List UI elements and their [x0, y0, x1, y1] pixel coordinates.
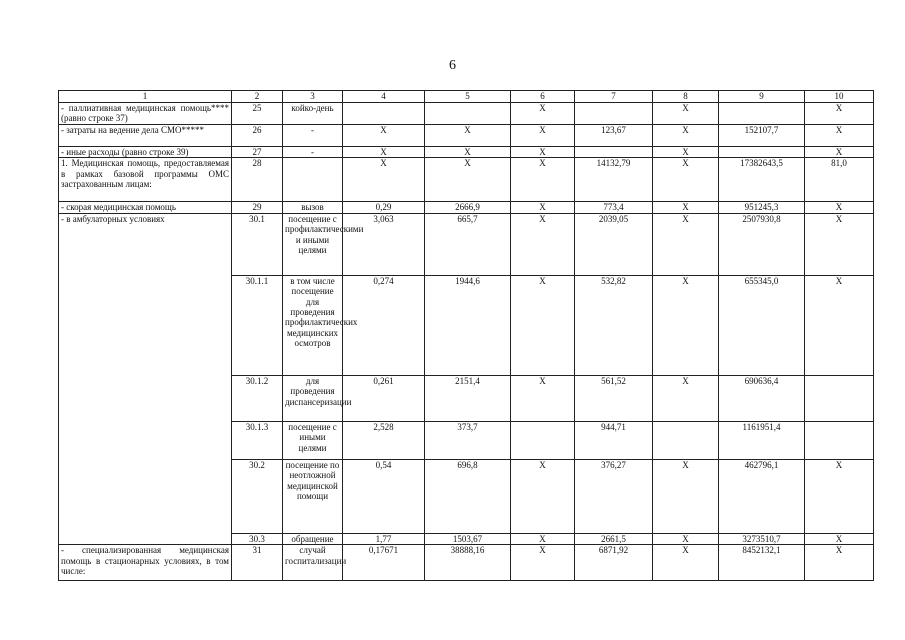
table-cell: для проведения диспансеризации — [283, 375, 343, 421]
table-row — [59, 213, 874, 275]
table-cell: X — [343, 125, 425, 147]
table-cell: X — [511, 202, 575, 213]
table-cell: - — [283, 147, 343, 158]
table-cell: X — [511, 125, 575, 147]
table-cell: 951245,3 — [719, 202, 805, 213]
table-cell: 462796,1 — [719, 459, 805, 533]
table-cell: 30.2 — [232, 459, 283, 533]
table-cell: 14132,79 — [575, 158, 653, 202]
table-cell: 1161951,4 — [719, 421, 805, 459]
table-cell: - в амбулаторных условиях — [59, 213, 232, 544]
table-cell: 376,27 — [575, 459, 653, 533]
table-cell: - скорая медицинская помощь — [59, 202, 232, 213]
table-cell: случай госпитализации — [283, 545, 343, 581]
table-cell — [343, 103, 425, 125]
table-cell: 696,8 — [425, 459, 511, 533]
table-cell: 0,274 — [343, 275, 425, 375]
table-row — [59, 545, 874, 581]
data-table — [58, 90, 874, 581]
table-cell: - затраты на ведение дела СМО***** — [59, 125, 232, 147]
table-cell: X — [805, 147, 874, 158]
table-cell: 25 — [232, 103, 283, 125]
header-cell: 4 — [343, 91, 425, 103]
table-cell: X — [805, 213, 874, 275]
table-cell: - иные расходы (равно строке 39) — [59, 147, 232, 158]
table-cell: X — [511, 158, 575, 202]
table-cell: X — [805, 545, 874, 581]
table-cell: - специализированная медицинская помощь в стационарных условиях, в том числе: — [59, 545, 232, 581]
table-cell: 29 — [232, 202, 283, 213]
table-cell: койко-день — [283, 103, 343, 125]
table-cell: 30.1.1 — [232, 275, 283, 375]
header-cell: 1 — [59, 91, 232, 103]
table-cell: 3,063 — [343, 213, 425, 275]
table-cell: X — [425, 158, 511, 202]
table-cell: посещение с иными целями — [283, 421, 343, 459]
table-cell: X — [511, 147, 575, 158]
table-cell — [805, 375, 874, 421]
header-cell: 8 — [653, 91, 719, 103]
table-cell: 944,71 — [575, 421, 653, 459]
table-cell: 2661,5 — [575, 533, 653, 544]
table-cell: X — [805, 202, 874, 213]
table-cell — [283, 158, 343, 202]
table-cell: 27 — [232, 147, 283, 158]
table-row — [59, 147, 874, 158]
header-cell: 10 — [805, 91, 874, 103]
table-cell: 2039,05 — [575, 213, 653, 275]
table-cell: X — [511, 275, 575, 375]
table-cell: X — [653, 375, 719, 421]
header-row — [59, 91, 874, 103]
table-row — [59, 202, 874, 213]
table-cell: 690636,4 — [719, 375, 805, 421]
table-cell: X — [805, 103, 874, 125]
table-cell: 2151,4 — [425, 375, 511, 421]
table-cell: 38888,16 — [425, 545, 511, 581]
table-cell: 1. Медицинская помощь, предоставляемая в рамках базовой программы ОМС застрахованным лицам: — [59, 158, 232, 202]
table-cell: X — [653, 459, 719, 533]
table-cell: X — [653, 275, 719, 375]
table-cell: X — [805, 459, 874, 533]
table-cell: 30.1 — [232, 213, 283, 275]
table-cell: 2,528 — [343, 421, 425, 459]
table-cell: X — [343, 158, 425, 202]
table-cell: 2507930,8 — [719, 213, 805, 275]
header-cell: 9 — [719, 91, 805, 103]
table-cell: X — [511, 533, 575, 544]
table-cell: 30.1.2 — [232, 375, 283, 421]
table-cell: - — [283, 125, 343, 147]
table-body — [59, 91, 874, 581]
table-cell — [805, 421, 874, 459]
table-cell: X — [511, 103, 575, 125]
table-cell — [511, 421, 575, 459]
table-cell: 0,261 — [343, 375, 425, 421]
table-cell: X — [343, 147, 425, 158]
table-cell: X — [425, 125, 511, 147]
table-cell: X — [511, 545, 575, 581]
table-cell: в том числе посещение для проведения профилактических медицинских осмотров — [283, 275, 343, 375]
table-cell: 17382643,5 — [719, 158, 805, 202]
table-cell: X — [653, 103, 719, 125]
table-cell: X — [511, 213, 575, 275]
table-cell: 665,7 — [425, 213, 511, 275]
table-cell: 1,77 — [343, 533, 425, 544]
table-cell: X — [653, 125, 719, 147]
table-cell: 123,67 — [575, 125, 653, 147]
table-cell: обращение — [283, 533, 343, 544]
table-cell: 81,0 — [805, 158, 874, 202]
table-cell: 773,4 — [575, 202, 653, 213]
table-cell: X — [425, 147, 511, 158]
table-cell: - паллиативная медицинская помощь**** (равно строке 37) — [59, 103, 232, 125]
header-cell: 2 — [232, 91, 283, 103]
table-cell: 655345,0 — [719, 275, 805, 375]
table-cell: 30.3 — [232, 533, 283, 544]
table-row — [59, 125, 874, 147]
table-cell: 532,82 — [575, 275, 653, 375]
table-cell: 1503,67 — [425, 533, 511, 544]
table-cell: X — [653, 533, 719, 544]
table-cell: 373,7 — [425, 421, 511, 459]
header-cell: 7 — [575, 91, 653, 103]
table-cell: 2666,9 — [425, 202, 511, 213]
table-cell: X — [653, 213, 719, 275]
table-cell — [719, 147, 805, 158]
table-cell — [653, 421, 719, 459]
table-cell: X — [805, 275, 874, 375]
table-cell: X — [653, 545, 719, 581]
table-cell: 31 — [232, 545, 283, 581]
table-cell: X — [511, 459, 575, 533]
table-cell: вызов — [283, 202, 343, 213]
table-cell: X — [653, 147, 719, 158]
table-cell — [425, 103, 511, 125]
table-cell: 0,54 — [343, 459, 425, 533]
table-row — [59, 103, 874, 125]
table-cell: 561,52 — [575, 375, 653, 421]
table-cell: 0,17671 — [343, 545, 425, 581]
table-cell: 26 — [232, 125, 283, 147]
table-cell: 6871,92 — [575, 545, 653, 581]
table-cell: 3273510,7 — [719, 533, 805, 544]
table-cell: X — [653, 202, 719, 213]
table-cell: 28 — [232, 158, 283, 202]
table-cell — [719, 103, 805, 125]
table-cell: X — [653, 158, 719, 202]
table-row — [59, 158, 874, 202]
header-cell: 3 — [283, 91, 343, 103]
header-cell: 5 — [425, 91, 511, 103]
table-cell: 1944,6 — [425, 275, 511, 375]
table-cell: посещение по неотложной медицинской помощи — [283, 459, 343, 533]
table-cell: 0,29 — [343, 202, 425, 213]
table-cell: X — [805, 125, 874, 147]
table-cell: 152107,7 — [719, 125, 805, 147]
table-cell — [575, 103, 653, 125]
header-cell: 6 — [511, 91, 575, 103]
table-cell: 30.1.3 — [232, 421, 283, 459]
table-cell: посещение с профилактическими и иными целями — [283, 213, 343, 275]
table-cell: X — [805, 533, 874, 544]
page-number: 6 — [449, 58, 456, 73]
table-cell: X — [511, 375, 575, 421]
table-cell — [575, 147, 653, 158]
table-cell: 8452132,1 — [719, 545, 805, 581]
